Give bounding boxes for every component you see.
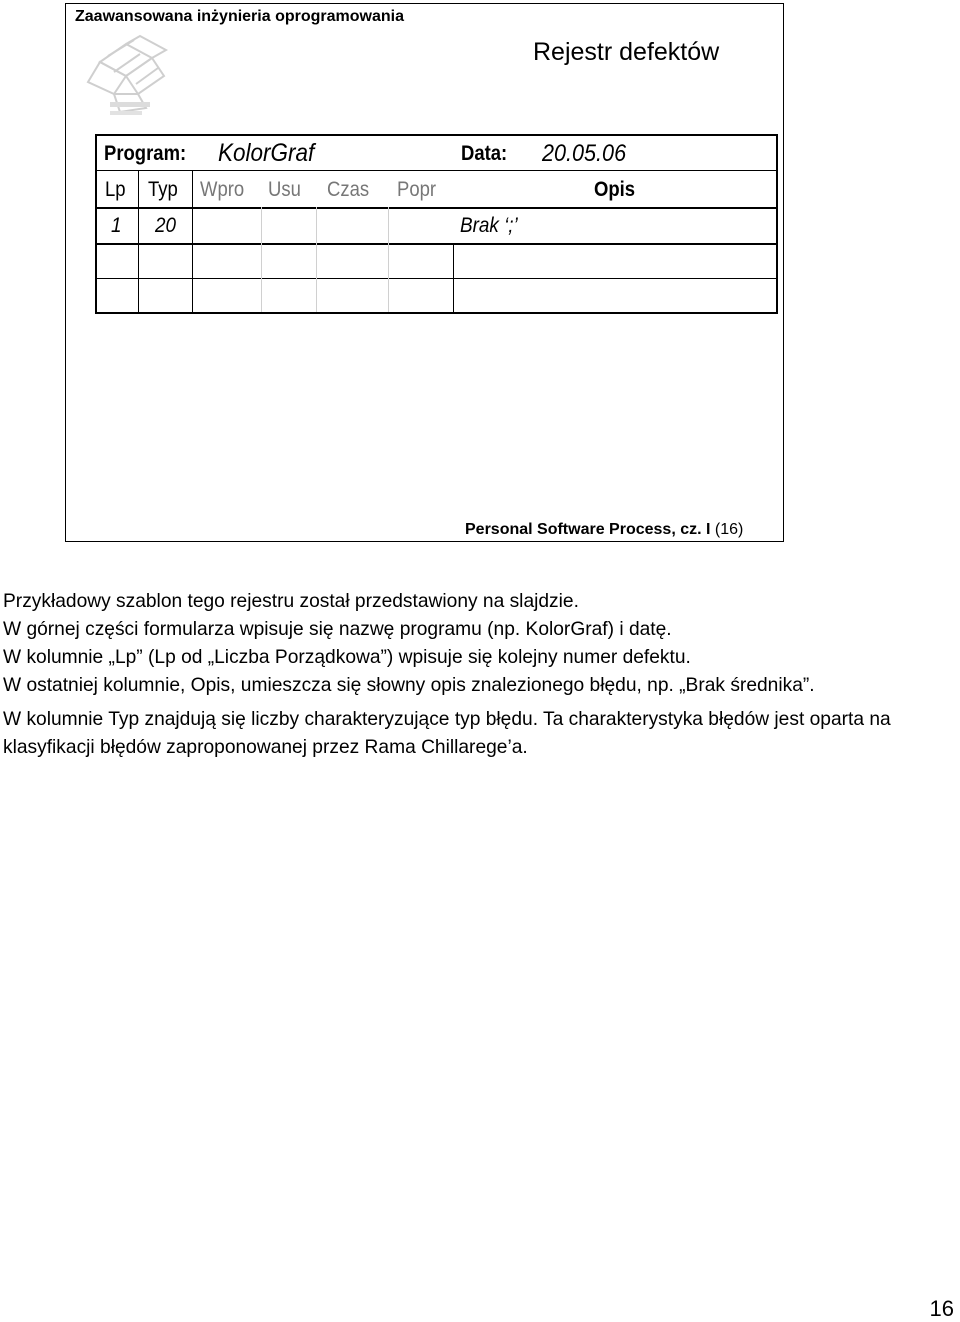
date-value: 20.05.06 bbox=[542, 140, 627, 167]
row1-lp: 1 bbox=[111, 214, 122, 237]
row-divider bbox=[97, 207, 776, 209]
column-header-wpro: Wpro bbox=[200, 178, 245, 201]
column-divider bbox=[388, 207, 389, 312]
column-divider bbox=[192, 170, 193, 312]
row-divider bbox=[97, 278, 776, 279]
column-divider bbox=[138, 170, 139, 312]
column-header-typ: Typ bbox=[148, 178, 178, 201]
slide-footer bbox=[465, 521, 743, 539]
note-paragraph: W górnej części formularza wpisuje się nazwę programu (np. KolorGraf) i datę. bbox=[3, 619, 672, 640]
note-paragraph: W ostatniej kolumnie, Opis, umieszcza się słowny opis znalezionego błędu, np. „Brak średnika”. bbox=[3, 675, 815, 696]
column-header-lp: Lp bbox=[105, 178, 126, 201]
slide-frame bbox=[65, 3, 784, 542]
program-value: KolorGraf bbox=[218, 139, 315, 167]
column-header-opis: Opis bbox=[594, 178, 636, 201]
column-header-czas: Czas bbox=[327, 178, 370, 201]
row-divider bbox=[97, 243, 776, 245]
column-header-popr: Popr bbox=[397, 178, 437, 201]
slide-title: Rejestr defektów bbox=[533, 38, 720, 66]
row1-typ: 20 bbox=[155, 214, 177, 237]
course-title: Zaawansowana inżynieria oprogramowania bbox=[75, 8, 404, 25]
note-paragraph: W kolumnie „Lp” (Lp od „Liczba Porządkowa”) wpisuje się kolejny numer defektu. bbox=[3, 647, 691, 668]
notes-text bbox=[3, 588, 953, 762]
column-divider bbox=[261, 207, 262, 312]
program-label: Program: bbox=[104, 142, 187, 165]
page-number: 16 bbox=[929, 1296, 954, 1321]
column-divider bbox=[316, 207, 317, 312]
defect-log-form bbox=[95, 134, 778, 314]
row-divider bbox=[97, 170, 776, 171]
row1-opis: Brak ‘;’ bbox=[460, 214, 518, 237]
note-paragraph: W kolumnie Typ znajdują się liczby charakteryzujące typ błędu. Ta charakterystyka błędów jest oparta na klasyfikacji błędów zaproponowanej przez Rama Chillarege’a. bbox=[3, 709, 891, 758]
note-paragraph: Przykładowy szablon tego rejestru został przedstawiony na slajdzie. bbox=[3, 591, 579, 612]
footer-slide-number: (16) bbox=[710, 521, 744, 538]
footer-course: Personal Software Process, cz. I bbox=[465, 521, 711, 538]
column-header-usu: Usu bbox=[268, 178, 301, 201]
date-label: Data: bbox=[461, 142, 508, 165]
university-logo-icon bbox=[80, 32, 188, 122]
column-divider bbox=[453, 243, 454, 312]
